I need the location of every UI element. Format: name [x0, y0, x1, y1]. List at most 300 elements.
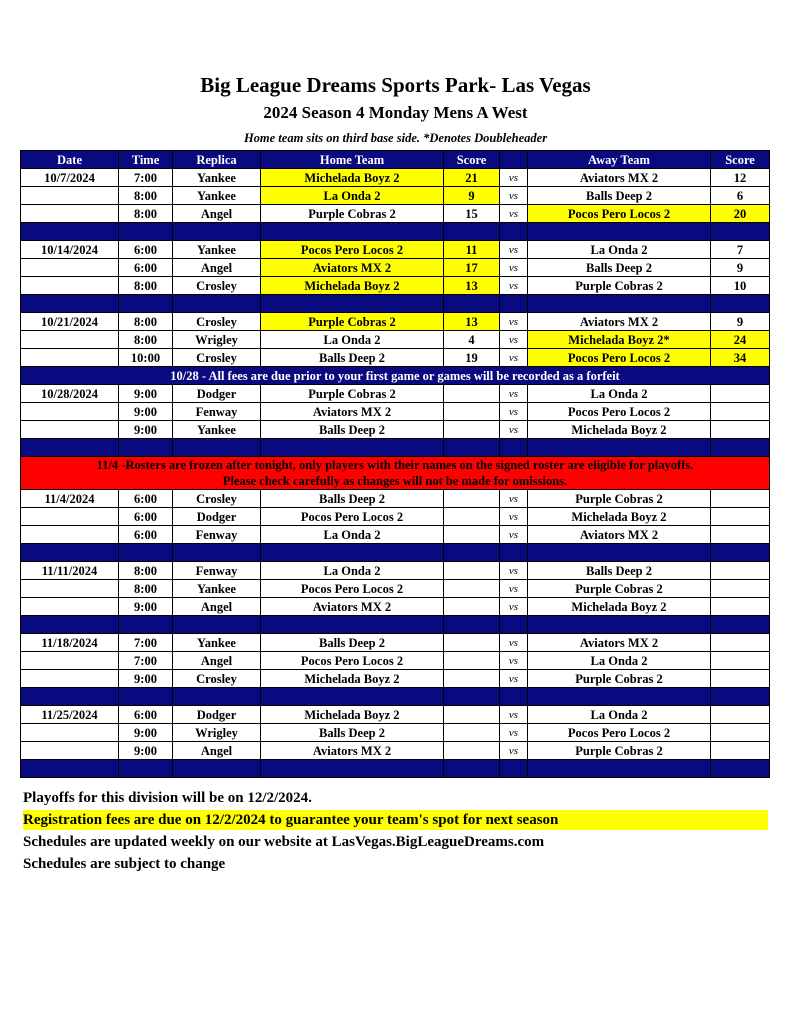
- date-cell: [21, 421, 119, 439]
- separator-cell: [119, 616, 173, 634]
- vs-cell: vs: [500, 490, 528, 508]
- vs-cell: vs: [500, 205, 528, 223]
- replica-cell: Wrigley: [173, 724, 261, 742]
- home-score-cell: [444, 652, 500, 670]
- table-row: [21, 349, 770, 367]
- vs-cell: vs: [500, 634, 528, 652]
- away-team-cell: Michelada Boyz 2: [528, 598, 711, 616]
- away-score-cell: 9: [711, 313, 770, 331]
- table-row: [21, 706, 770, 724]
- separator-cell: [444, 760, 500, 778]
- time-cell: 6:00: [119, 259, 173, 277]
- separator-cell: [173, 760, 261, 778]
- col-header-away-score: Score: [711, 151, 770, 169]
- away-team-cell: Pocos Pero Locos 2: [528, 349, 711, 367]
- date-cell: 10/28/2024: [21, 385, 119, 403]
- date-cell: [21, 526, 119, 544]
- away-team-cell: Purple Cobras 2: [528, 277, 711, 295]
- vs-cell: vs: [500, 385, 528, 403]
- date-cell: [21, 724, 119, 742]
- table-row: [21, 724, 770, 742]
- time-cell: 9:00: [119, 403, 173, 421]
- footer-subject-to-change: Schedules are subject to change: [23, 856, 226, 872]
- away-team-cell: Pocos Pero Locos 2: [528, 205, 711, 223]
- vs-cell: vs: [500, 526, 528, 544]
- home-score-cell: 19: [444, 349, 500, 367]
- away-team-cell: Aviators MX 2: [528, 313, 711, 331]
- home-team-cell: Aviators MX 2: [261, 598, 444, 616]
- time-cell: 9:00: [119, 421, 173, 439]
- separator-cell: [528, 616, 711, 634]
- separator-cell: [119, 295, 173, 313]
- fee-notice: 10/28 - All fees are due prior to your first game or games will be recorded as a forfeit: [21, 367, 770, 385]
- separator-cell: [21, 760, 119, 778]
- home-team-cell: La Onda 2: [261, 331, 444, 349]
- home-score-cell: [444, 634, 500, 652]
- separator-cell: [711, 223, 770, 241]
- away-score-cell: [711, 421, 770, 439]
- separator-cell: [173, 439, 261, 457]
- separator-cell: [500, 616, 528, 634]
- away-team-cell: La Onda 2: [528, 385, 711, 403]
- date-cell: [21, 277, 119, 295]
- separator-cell: [444, 688, 500, 706]
- home-score-cell: 21: [444, 169, 500, 187]
- col-header-home-score: Score: [444, 151, 500, 169]
- separator-cell: [500, 760, 528, 778]
- replica-cell: Angel: [173, 205, 261, 223]
- replica-cell: Yankee: [173, 241, 261, 259]
- time-cell: 9:00: [119, 670, 173, 688]
- home-team-cell: Michelada Boyz 2: [261, 277, 444, 295]
- separator-cell: [173, 544, 261, 562]
- table-row: [21, 403, 770, 421]
- separator-row: [21, 295, 770, 313]
- separator-cell: [711, 616, 770, 634]
- separator-cell: [444, 223, 500, 241]
- table-row: [21, 259, 770, 277]
- separator-cell: [261, 760, 444, 778]
- separator-row: [21, 223, 770, 241]
- vs-cell: vs: [500, 580, 528, 598]
- date-cell: [21, 187, 119, 205]
- table-row: [21, 526, 770, 544]
- table-row: [21, 652, 770, 670]
- home-team-cell: Purple Cobras 2: [261, 385, 444, 403]
- separator-cell: [711, 295, 770, 313]
- date-cell: [21, 652, 119, 670]
- table-row: [21, 670, 770, 688]
- vs-cell: vs: [500, 598, 528, 616]
- col-header-date: Date: [21, 151, 119, 169]
- away-score-cell: [711, 580, 770, 598]
- away-score-cell: [711, 526, 770, 544]
- vs-cell: vs: [500, 313, 528, 331]
- separator-cell: [500, 439, 528, 457]
- table-row: [21, 313, 770, 331]
- away-team-cell: Purple Cobras 2: [528, 670, 711, 688]
- vs-cell: vs: [500, 652, 528, 670]
- table-row: [21, 205, 770, 223]
- home-score-cell: [444, 403, 500, 421]
- date-cell: 11/18/2024: [21, 634, 119, 652]
- table-row: [21, 187, 770, 205]
- table-row: [21, 385, 770, 403]
- vs-cell: vs: [500, 187, 528, 205]
- away-team-cell: Pocos Pero Locos 2: [528, 403, 711, 421]
- separator-cell: [500, 223, 528, 241]
- separator-row: [21, 688, 770, 706]
- table-row: [21, 580, 770, 598]
- page-subtitle: 2024 Season 4 Monday Mens A West: [263, 103, 528, 122]
- date-cell: 11/11/2024: [21, 562, 119, 580]
- vs-cell: vs: [500, 724, 528, 742]
- away-score-cell: 10: [711, 277, 770, 295]
- vs-cell: vs: [500, 670, 528, 688]
- separator-cell: [173, 295, 261, 313]
- vs-cell: vs: [500, 349, 528, 367]
- replica-cell: Angel: [173, 652, 261, 670]
- vs-cell: vs: [500, 508, 528, 526]
- replica-cell: Angel: [173, 259, 261, 277]
- fee-notice-row: [21, 367, 770, 385]
- date-cell: 11/4/2024: [21, 490, 119, 508]
- time-cell: 6:00: [119, 241, 173, 259]
- date-cell: [21, 742, 119, 760]
- away-score-cell: [711, 385, 770, 403]
- separator-cell: [261, 223, 444, 241]
- date-cell: [21, 598, 119, 616]
- separator-cell: [119, 223, 173, 241]
- time-cell: 9:00: [119, 598, 173, 616]
- replica-cell: Yankee: [173, 421, 261, 439]
- time-cell: 8:00: [119, 562, 173, 580]
- home-team-cell: Purple Cobras 2: [261, 313, 444, 331]
- separator-cell: [444, 295, 500, 313]
- away-team-cell: La Onda 2: [528, 241, 711, 259]
- date-cell: [21, 331, 119, 349]
- home-team-cell: Aviators MX 2: [261, 742, 444, 760]
- separator-cell: [500, 295, 528, 313]
- replica-cell: Dodger: [173, 508, 261, 526]
- home-score-cell: 11: [444, 241, 500, 259]
- date-cell: [21, 580, 119, 598]
- separator-cell: [528, 295, 711, 313]
- away-team-cell: Michelada Boyz 2: [528, 508, 711, 526]
- home-team-cell: Aviators MX 2: [261, 259, 444, 277]
- table-row: [21, 331, 770, 349]
- separator-cell: [261, 688, 444, 706]
- separator-cell: [261, 439, 444, 457]
- separator-cell: [173, 223, 261, 241]
- away-team-cell: Aviators MX 2: [528, 526, 711, 544]
- home-team-cell: Balls Deep 2: [261, 490, 444, 508]
- away-score-cell: [711, 724, 770, 742]
- separator-row: [21, 760, 770, 778]
- away-score-cell: [711, 403, 770, 421]
- page-note: Home team sits on third base side. *Denotes Doubleheader: [243, 131, 548, 145]
- vs-cell: vs: [500, 259, 528, 277]
- time-cell: 9:00: [119, 385, 173, 403]
- replica-cell: Crosley: [173, 313, 261, 331]
- home-score-cell: [444, 670, 500, 688]
- separator-row: [21, 616, 770, 634]
- separator-cell: [261, 295, 444, 313]
- home-score-cell: [444, 706, 500, 724]
- home-score-cell: 13: [444, 313, 500, 331]
- away-score-cell: [711, 598, 770, 616]
- home-score-cell: [444, 385, 500, 403]
- home-team-cell: Michelada Boyz 2: [261, 169, 444, 187]
- home-team-cell: Aviators MX 2: [261, 403, 444, 421]
- replica-cell: Fenway: [173, 526, 261, 544]
- col-header-away-team: Away Team: [528, 151, 711, 169]
- away-score-cell: 7: [711, 241, 770, 259]
- separator-cell: [711, 439, 770, 457]
- separator-cell: [173, 688, 261, 706]
- separator-cell: [711, 760, 770, 778]
- separator-cell: [261, 544, 444, 562]
- table-row: [21, 742, 770, 760]
- home-team-cell: Balls Deep 2: [261, 724, 444, 742]
- vs-cell: vs: [500, 706, 528, 724]
- time-cell: 8:00: [119, 331, 173, 349]
- date-cell: 11/25/2024: [21, 706, 119, 724]
- away-team-cell: Purple Cobras 2: [528, 742, 711, 760]
- separator-cell: [500, 544, 528, 562]
- time-cell: 8:00: [119, 205, 173, 223]
- home-score-cell: 15: [444, 205, 500, 223]
- replica-cell: Wrigley: [173, 331, 261, 349]
- vs-cell: vs: [500, 331, 528, 349]
- replica-cell: Angel: [173, 742, 261, 760]
- schedule-table: [20, 150, 770, 778]
- replica-cell: Yankee: [173, 169, 261, 187]
- away-score-cell: [711, 706, 770, 724]
- away-score-cell: 34: [711, 349, 770, 367]
- home-team-cell: Michelada Boyz 2: [261, 670, 444, 688]
- vs-cell: vs: [500, 403, 528, 421]
- home-score-cell: [444, 724, 500, 742]
- separator-cell: [21, 439, 119, 457]
- table-row: [21, 508, 770, 526]
- separator-cell: [528, 688, 711, 706]
- away-team-cell: Pocos Pero Locos 2: [528, 724, 711, 742]
- away-team-cell: Balls Deep 2: [528, 259, 711, 277]
- away-score-cell: 20: [711, 205, 770, 223]
- separator-cell: [21, 544, 119, 562]
- table-row: [21, 421, 770, 439]
- replica-cell: Yankee: [173, 634, 261, 652]
- replica-cell: Fenway: [173, 403, 261, 421]
- away-team-cell: Purple Cobras 2: [528, 580, 711, 598]
- separator-cell: [119, 544, 173, 562]
- vs-cell: vs: [500, 169, 528, 187]
- table-row: [21, 598, 770, 616]
- table-header-row: [21, 151, 770, 169]
- separator-cell: [711, 688, 770, 706]
- separator-row: [21, 544, 770, 562]
- date-cell: 10/7/2024: [21, 169, 119, 187]
- away-score-cell: 6: [711, 187, 770, 205]
- home-team-cell: Balls Deep 2: [261, 421, 444, 439]
- away-team-cell: La Onda 2: [528, 706, 711, 724]
- roster-alert-line: Please check carefully as changes will not be made for omissions.: [222, 474, 568, 488]
- home-team-cell: La Onda 2: [261, 187, 444, 205]
- separator-row: [21, 439, 770, 457]
- separator-cell: [528, 439, 711, 457]
- roster-alert-line: 11/4 -Rosters are frozen after tonight, only players with their names on the signed roster are eligible for playoffs.: [96, 458, 694, 472]
- away-team-cell: La Onda 2: [528, 652, 711, 670]
- time-cell: 7:00: [119, 169, 173, 187]
- home-score-cell: [444, 580, 500, 598]
- separator-cell: [21, 223, 119, 241]
- time-cell: 8:00: [119, 187, 173, 205]
- footer-website: Schedules are updated weekly on our website at LasVegas.BigLeagueDreams.com: [23, 834, 545, 850]
- col-header-vs: [500, 151, 528, 169]
- separator-cell: [21, 688, 119, 706]
- time-cell: 6:00: [119, 508, 173, 526]
- away-score-cell: [711, 670, 770, 688]
- date-cell: [21, 259, 119, 277]
- time-cell: 10:00: [119, 349, 173, 367]
- separator-cell: [119, 760, 173, 778]
- vs-cell: vs: [500, 421, 528, 439]
- home-team-cell: La Onda 2: [261, 562, 444, 580]
- time-cell: 6:00: [119, 490, 173, 508]
- away-team-cell: Purple Cobras 2: [528, 490, 711, 508]
- time-cell: 7:00: [119, 652, 173, 670]
- home-team-cell: Michelada Boyz 2: [261, 706, 444, 724]
- home-score-cell: [444, 490, 500, 508]
- time-cell: 8:00: [119, 313, 173, 331]
- home-score-cell: [444, 598, 500, 616]
- footer-registration: Registration fees are due on 12/2/2024 to guarantee your team's spot for next season: [23, 810, 768, 830]
- away-score-cell: [711, 508, 770, 526]
- time-cell: 8:00: [119, 277, 173, 295]
- home-score-cell: 13: [444, 277, 500, 295]
- time-cell: 9:00: [119, 742, 173, 760]
- home-score-cell: [444, 421, 500, 439]
- separator-cell: [119, 439, 173, 457]
- col-header-replica: Replica: [173, 151, 261, 169]
- replica-cell: Yankee: [173, 580, 261, 598]
- away-team-cell: Aviators MX 2: [528, 169, 711, 187]
- home-team-cell: La Onda 2: [261, 526, 444, 544]
- home-team-cell: Purple Cobras 2: [261, 205, 444, 223]
- date-cell: [21, 508, 119, 526]
- vs-cell: vs: [500, 277, 528, 295]
- home-score-cell: [444, 742, 500, 760]
- table-row: [21, 241, 770, 259]
- col-header-home-team: Home Team: [261, 151, 444, 169]
- separator-cell: [444, 616, 500, 634]
- separator-cell: [444, 439, 500, 457]
- footer-playoffs: Playoffs for this division will be on 12/2/2024.: [23, 790, 312, 806]
- separator-cell: [173, 616, 261, 634]
- home-team-cell: Balls Deep 2: [261, 634, 444, 652]
- date-cell: [21, 403, 119, 421]
- separator-cell: [528, 760, 711, 778]
- home-team-cell: Balls Deep 2: [261, 349, 444, 367]
- away-score-cell: [711, 562, 770, 580]
- home-team-cell: Pocos Pero Locos 2: [261, 241, 444, 259]
- replica-cell: Crosley: [173, 349, 261, 367]
- time-cell: 6:00: [119, 526, 173, 544]
- replica-cell: Dodger: [173, 706, 261, 724]
- home-score-cell: 17: [444, 259, 500, 277]
- home-score-cell: [444, 562, 500, 580]
- away-score-cell: 12: [711, 169, 770, 187]
- replica-cell: Crosley: [173, 277, 261, 295]
- separator-cell: [21, 616, 119, 634]
- home-score-cell: [444, 508, 500, 526]
- table-row: [21, 277, 770, 295]
- vs-cell: vs: [500, 562, 528, 580]
- away-score-cell: [711, 742, 770, 760]
- replica-cell: Crosley: [173, 670, 261, 688]
- separator-cell: [711, 544, 770, 562]
- table-row: [21, 562, 770, 580]
- home-team-cell: Pocos Pero Locos 2: [261, 508, 444, 526]
- away-score-cell: [711, 652, 770, 670]
- time-cell: 7:00: [119, 634, 173, 652]
- date-cell: 10/14/2024: [21, 241, 119, 259]
- away-team-cell: Michelada Boyz 2*: [528, 331, 711, 349]
- away-score-cell: [711, 490, 770, 508]
- date-cell: [21, 205, 119, 223]
- schedule-body: [21, 169, 770, 778]
- replica-cell: Fenway: [173, 562, 261, 580]
- replica-cell: Yankee: [173, 187, 261, 205]
- col-header-time: Time: [119, 151, 173, 169]
- separator-cell: [528, 544, 711, 562]
- table-row: [21, 169, 770, 187]
- away-team-cell: Balls Deep 2: [528, 187, 711, 205]
- roster-alert-row: [21, 457, 770, 490]
- vs-cell: vs: [500, 241, 528, 259]
- table-row: [21, 634, 770, 652]
- home-team-cell: Pocos Pero Locos 2: [261, 652, 444, 670]
- separator-cell: [500, 688, 528, 706]
- time-cell: 8:00: [119, 580, 173, 598]
- home-score-cell: [444, 526, 500, 544]
- page-title: Big League Dreams Sports Park- Las Vegas: [200, 73, 591, 97]
- away-score-cell: 9: [711, 259, 770, 277]
- date-cell: [21, 670, 119, 688]
- roster-alert: [21, 457, 770, 490]
- home-score-cell: 9: [444, 187, 500, 205]
- time-cell: 9:00: [119, 724, 173, 742]
- time-cell: 6:00: [119, 706, 173, 724]
- away-score-cell: [711, 634, 770, 652]
- replica-cell: Crosley: [173, 490, 261, 508]
- away-team-cell: Balls Deep 2: [528, 562, 711, 580]
- separator-cell: [21, 295, 119, 313]
- replica-cell: Dodger: [173, 385, 261, 403]
- separator-cell: [444, 544, 500, 562]
- table-row: [21, 490, 770, 508]
- separator-cell: [119, 688, 173, 706]
- away-team-cell: Michelada Boyz 2: [528, 421, 711, 439]
- away-team-cell: Aviators MX 2: [528, 634, 711, 652]
- home-team-cell: Pocos Pero Locos 2: [261, 580, 444, 598]
- separator-cell: [261, 616, 444, 634]
- away-score-cell: 24: [711, 331, 770, 349]
- date-cell: 10/21/2024: [21, 313, 119, 331]
- vs-cell: vs: [500, 742, 528, 760]
- replica-cell: Angel: [173, 598, 261, 616]
